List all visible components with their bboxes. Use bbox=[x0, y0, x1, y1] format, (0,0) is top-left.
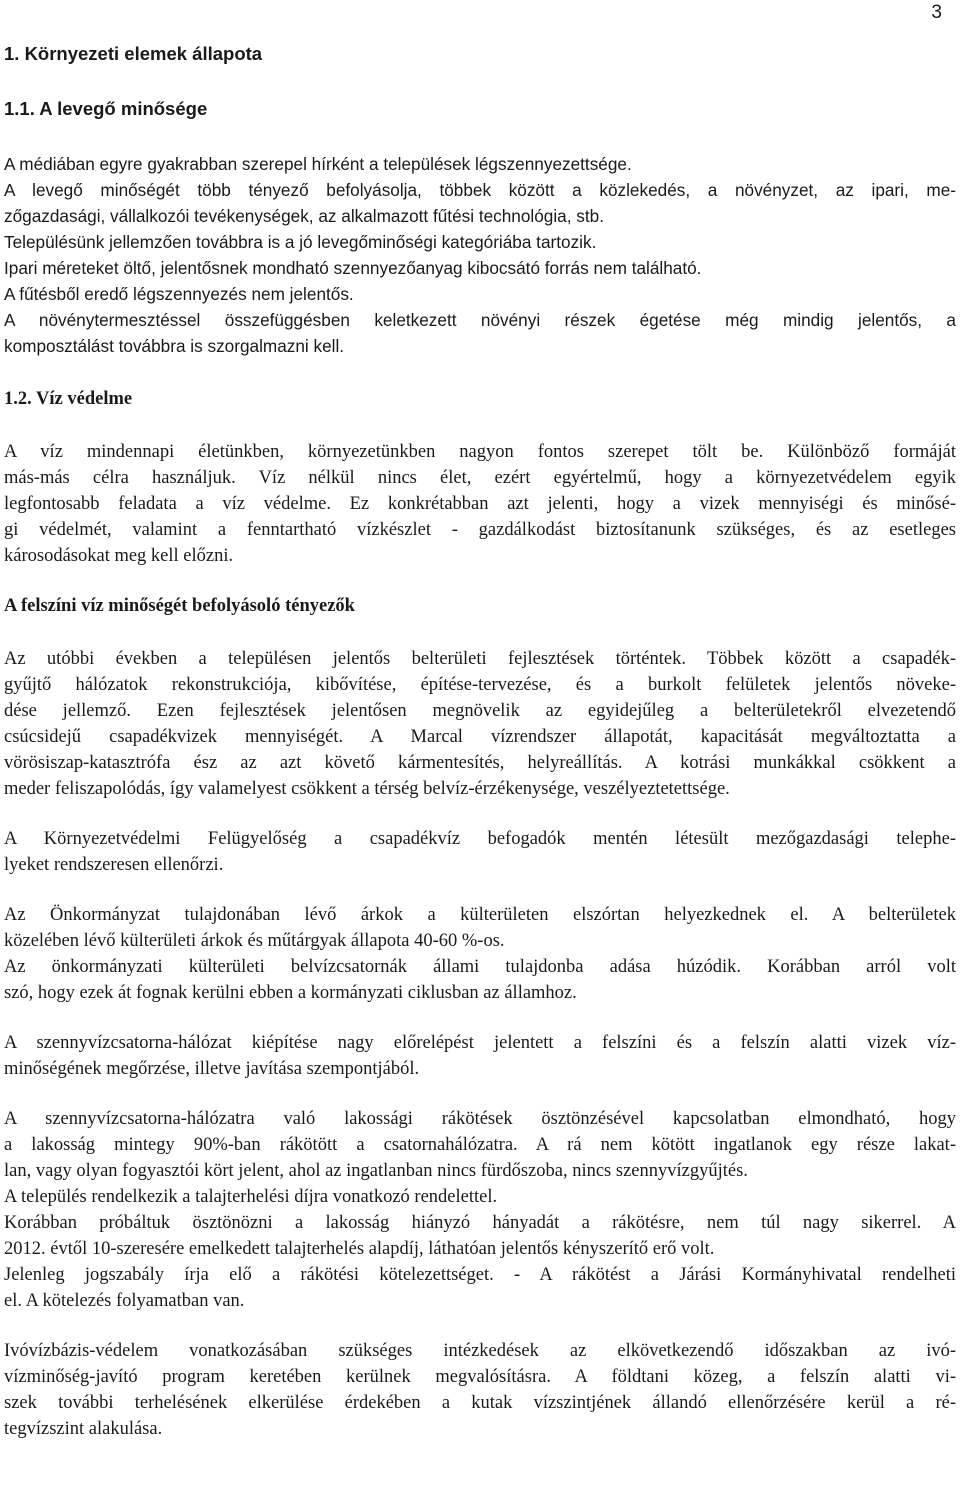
water-intro-paragraph bbox=[4, 439, 956, 569]
text-line: vízminőség-javító program keretében kerülnek megvalósításra. A földtani közeg, a felszín alatti vi- bbox=[4, 1367, 956, 1387]
text-line: Korábban próbáltuk ösztönözni a lakosság hiányzó hányadát a rákötésre, nem túl nagy sikerrel. A bbox=[4, 1213, 956, 1233]
subheading-surface-water: A felszíni víz minőségét befolyásoló tényezők bbox=[4, 596, 355, 616]
text-line: tegvízszint alakulása. bbox=[4, 1419, 163, 1439]
text-line: A Környezetvédelmi Felügyelőség a csapadékvíz befogadók mentén létesült mezőgazdasági telephe- bbox=[4, 829, 956, 849]
text-line: Az Önkormányzat tulajdonában lévő árkok a külterületen elszórtan helyezkednek el. A belterületek bbox=[4, 905, 956, 925]
text-line: Az önkormányzati külterületi belvízcsatornák állami tulajdonba adása húzódik. Korábban arról volt bbox=[4, 957, 956, 977]
text-line: más-más célra használjuk. Víz nélkül nincs élet, ezért egyértelmű, hogy a környezetvédelem egyik bbox=[4, 468, 956, 488]
section-heading-1-2: 1.2. Víz védelme bbox=[4, 389, 133, 409]
surface-water-paragraph-1 bbox=[4, 646, 956, 802]
text-line: gyűjtő hálózatok rekonstrukciója, kibővítése, építése-tervezése, és a burkolt felületek jelentős növeke- bbox=[4, 675, 956, 695]
text-line: közelében lévő külterületi árkok és műtárgyak állapota 40-60 %-os. bbox=[4, 931, 505, 951]
text-line: dése jellemző. Ezen fejlesztések jelentősen megnövelik az egyidejűleg a belterületekről elvezetendő bbox=[4, 701, 956, 721]
text-line: károsodásokat meg kell előzni. bbox=[4, 546, 234, 566]
text-line: gi védelmét, valamint a fenntartható vízkészlet - gazdálkodást biztosítanunk szükséges, és az esetleges bbox=[4, 520, 956, 540]
text-line: lan, vagy olyan fogyasztói kört jelent, ahol az ingatlanban nincs fürdőszoba, nincs szennyvízgyűjtés. bbox=[4, 1161, 748, 1181]
page-number: 3 bbox=[931, 2, 942, 23]
text-line: Jelenleg jogszabály írja elő a rákötési kötelezettséget. - A rákötést a Járási Kormányhivatal rendelheti bbox=[4, 1265, 956, 1285]
text-line: Az utóbbi években a településen jelentős belterületi fejlesztések történtek. Többek között a csapadék- bbox=[4, 649, 956, 669]
air-quality-paragraph bbox=[4, 151, 956, 359]
text-line: vörösiszap-katasztrófa ész az azt követő kármentesítés, helyreállítás. A kotrási munkákkal csökkent a bbox=[4, 753, 956, 773]
text-line: lyeket rendszeresen ellenőrzi. bbox=[4, 855, 224, 875]
text-line: 2012. évtől 10-szeresére emelkedett talajterhelés alapdíj, láthatóan jelentős kényszerítő erő volt. bbox=[4, 1239, 715, 1259]
text-line: szó, hogy ezek át fognak kerülni ebben a kormányzati ciklusban az államhoz. bbox=[4, 983, 577, 1003]
text-line: Településünk jellemzően továbbra is a jó levegőminőségi kategóriába tartozik. bbox=[4, 232, 597, 252]
surface-water-paragraph-3 bbox=[4, 902, 956, 1006]
text-line: Ipari méreteket öltő, jelentősnek mondható szennyezőanyag kibocsátó forrás nem található. bbox=[4, 258, 702, 278]
section-heading-1: 1. Környezeti elemek állapota bbox=[4, 43, 263, 64]
surface-water-paragraph-2 bbox=[4, 826, 956, 878]
text-line: csúcsidejű csapadékvizek mennyiségét. A Marcal vízrendszer állapotát, kapacitását megváltoztatta a bbox=[4, 727, 956, 747]
text-line: A szennyvízcsatorna-hálózat kiépítése nagy előrelépést jelentett a felszíni és a felszín alatti vizek víz- bbox=[4, 1033, 956, 1053]
text-line: A fűtésből eredő légszennyezés nem jelentős. bbox=[4, 284, 354, 304]
drinking-water-paragraph bbox=[4, 1338, 956, 1442]
text-line: Ivóvízbázis-védelem vonatkozásában szükséges intézkedések az elkövetkezendő időszakban az ivó- bbox=[4, 1341, 956, 1361]
text-line: A levegő minőségét több tényező befolyásolja, többek között a közlekedés, a növényzet, az ipari, me- bbox=[4, 180, 956, 200]
text-line: a lakosság mintegy 90%-ban rákötött a csatornahálózatra. A rá nem kötött ingatlanok egy része lakat- bbox=[4, 1135, 956, 1155]
sewer-paragraph-2 bbox=[4, 1106, 956, 1314]
document-body bbox=[4, 41, 956, 1442]
text-line: el. A kötelezés folyamatban van. bbox=[4, 1291, 245, 1311]
text-line: A település rendelkezik a talajterhelési díjra vonatkozó rendelettel. bbox=[4, 1187, 498, 1207]
text-line: szek további terhelésének elkerülése érdekében a kutak vízszintjének állandó ellenőrzésére kerül a ré- bbox=[4, 1393, 956, 1413]
text-line: zőgazdasági, vállalkozói tevékenységek, az alkalmazott fűtési technológia, stb. bbox=[4, 206, 604, 226]
text-line: komposztálást továbbra is szorgalmazni kell. bbox=[4, 336, 345, 356]
text-line: A médiában egyre gyakrabban szerepel hírként a települések légszennyezettsége. bbox=[4, 154, 632, 174]
text-line: A víz mindennapi életünkben, környezetünkben nagyon fontos szerepet tölt be. Különböző formáját bbox=[4, 442, 956, 462]
text-line: legfontosabb feladata a víz védelme. Ez konkrétabban azt jelenti, hogy a vizek mennyiségi és minősé- bbox=[4, 494, 956, 514]
text-line: meder feliszapolódás, így valamelyest csökkent a térség belvíz-érzékenysége, veszélyeztetettsége. bbox=[4, 779, 730, 799]
text-line: A szennyvízcsatorna-hálózatra való lakossági rákötések ösztönzésével kapcsolatban elmondható, hogy bbox=[4, 1109, 956, 1129]
text-line: A növénytermesztéssel összefüggésben keletkezett növényi részek égetése még mindig jelentős, a bbox=[4, 310, 956, 330]
text-line: minőségének megőrzése, illetve javítása szempontjából. bbox=[4, 1059, 420, 1079]
sewer-paragraph-1 bbox=[4, 1030, 956, 1082]
section-heading-1-1: 1.1. A levegő minősége bbox=[4, 98, 208, 119]
